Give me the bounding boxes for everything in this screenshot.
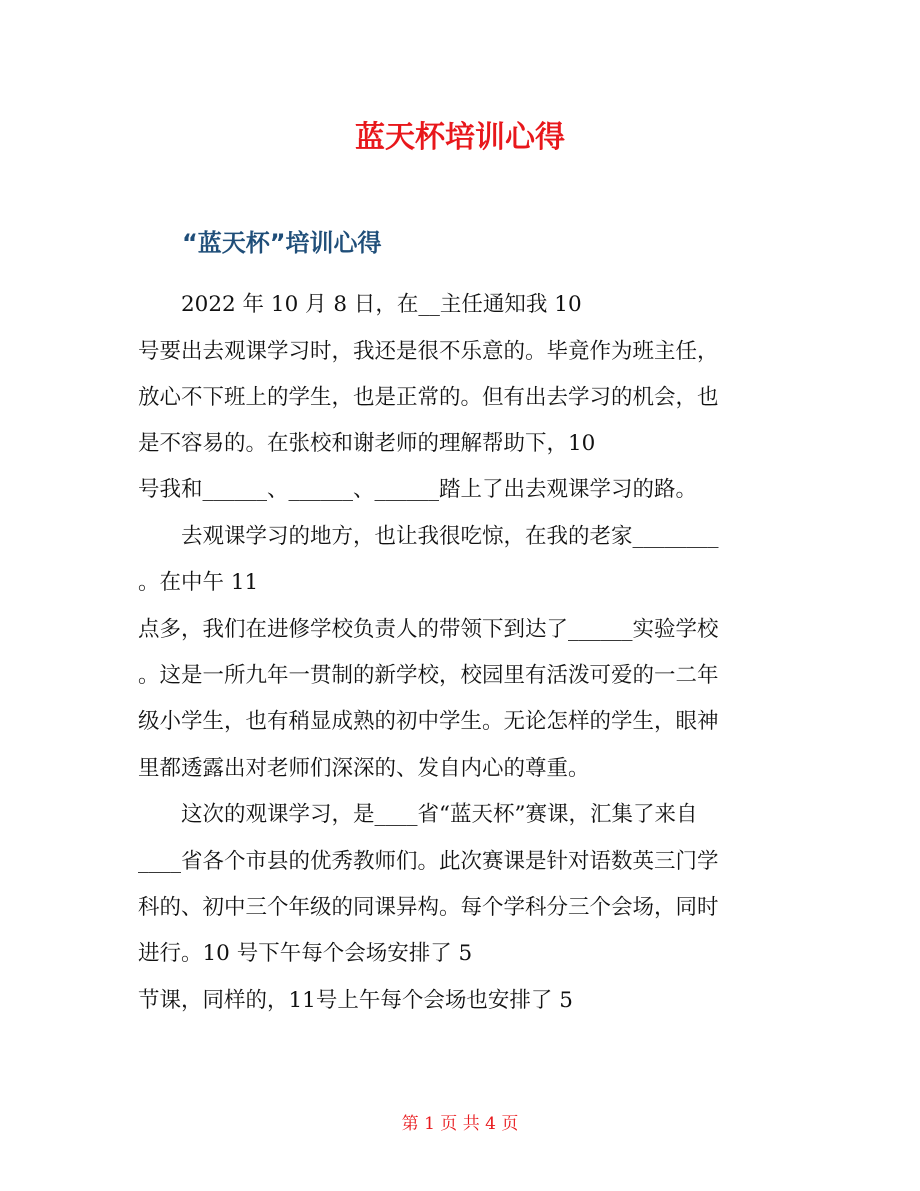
body-line: 去观课学习的地方，也让我很吃惊，在我的老家________ (181, 524, 719, 549)
body-line: 这次的观课学习，是____省“蓝天杯”赛课，汇集了来自 (181, 802, 698, 827)
body-line: 号我和______、______、______踏上了出去观课学习的路。 (138, 477, 698, 502)
body-line: 。在中午 11 (138, 570, 259, 595)
body-line: 2022 年 10 月 8 日，在__主任通知我 10 (181, 292, 582, 317)
body-line: 点多，我们在进修学校负责人的带领下到达了______实验学校 (138, 617, 719, 642)
body-line: 号要出去观课学习时，我还是很不乐意的。毕竟作为班主任， (138, 339, 719, 364)
body-line: 放心不下班上的学生，也是正常的。但有出去学习的机会，也 (138, 385, 719, 410)
body-line: 节课，同样的，11号上午每个会场也安排了 5 (138, 988, 573, 1013)
document-subtitle: “蓝天杯”培训心得 (182, 229, 382, 257)
document-title: 蓝天杯培训心得 (355, 120, 565, 155)
body-line: 级小学生，也有稍显成熟的初中学生。无论怎样的学生，眼神 (138, 709, 719, 734)
body-line: 是不容易的。在张校和谢老师的理解帮助下，10 (138, 431, 596, 456)
body-line: 里都透露出对老师们深深的、发自内心的尊重。 (138, 756, 590, 781)
body-line: 科的、初中三个年级的同课异构。每个学科分三个会场，同时 (138, 895, 719, 920)
body-line: ____省各个市县的优秀教师们。此次赛课是针对语数英三门学 (138, 849, 719, 874)
body-line: 进行。10 号下午每个会场安排了 5 (138, 941, 473, 966)
body-line: 。这是一所九年一贯制的新学校，校园里有活泼可爱的一二年 (138, 663, 719, 688)
page-number: 第 1 页 共 4 页 (401, 1114, 519, 1134)
